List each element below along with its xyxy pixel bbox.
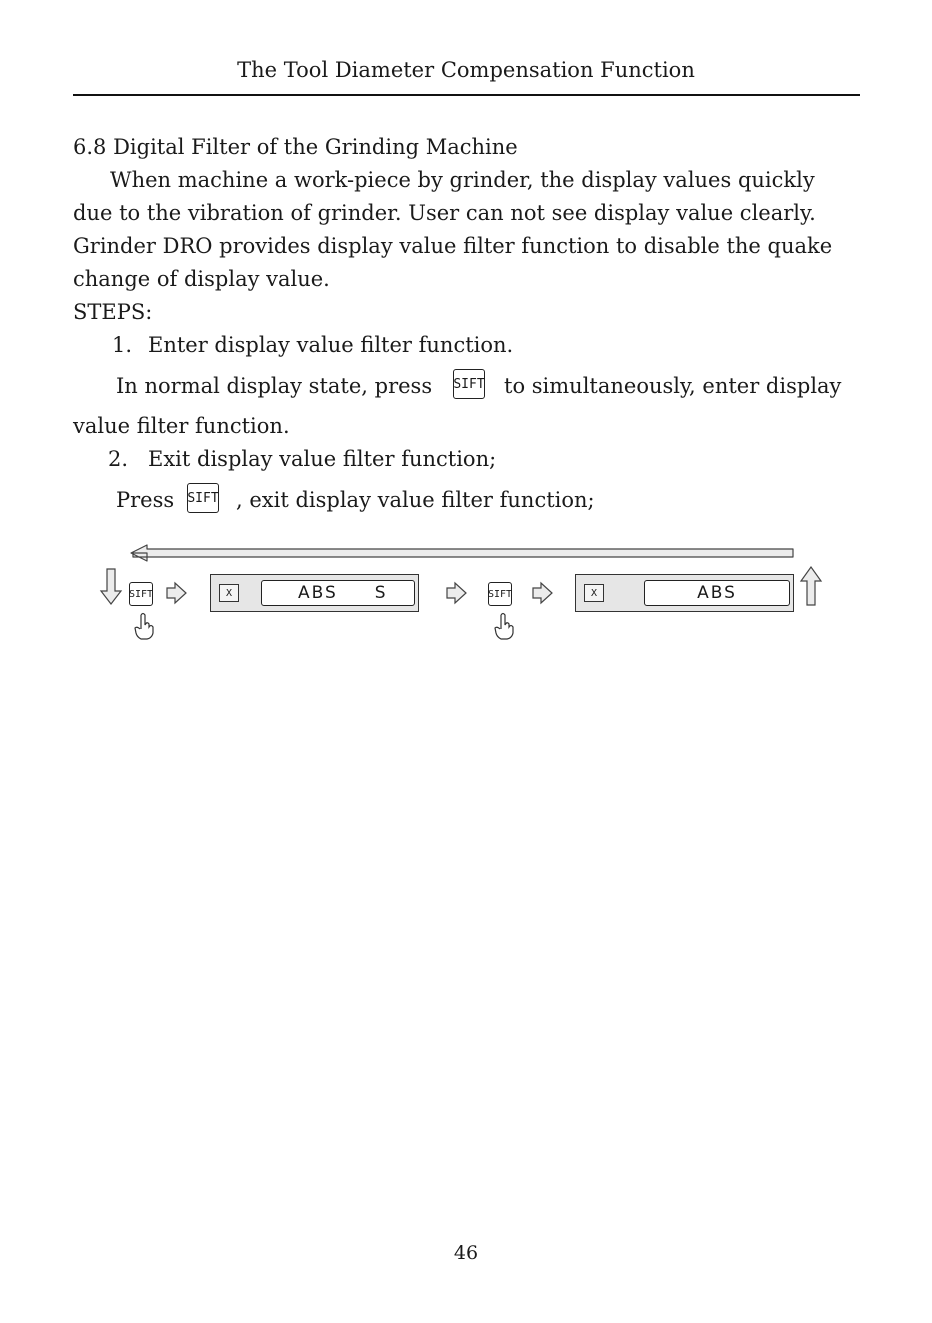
- step-1-text-c: value filter function.: [73, 414, 290, 438]
- step-2-text-a: Press: [116, 488, 175, 512]
- right-arrow-icon: [167, 583, 186, 603]
- step-2-number: 2.: [108, 447, 129, 471]
- intro-line-2: due to the vibration of grinder. User can not see display value clearly.: [73, 201, 816, 225]
- step-1-text-a: In normal display state, press: [116, 374, 433, 398]
- header-title: The Tool Diameter Compensation Function: [237, 58, 695, 82]
- sift-key-icon: SIFT: [129, 582, 153, 606]
- header-divider: [73, 94, 860, 96]
- dro-display-filter-off: [575, 574, 794, 612]
- right-arrow-icon: [533, 583, 552, 603]
- dro-display-filter-on: [210, 574, 419, 612]
- filter-toggle-diagram: [95, 535, 835, 655]
- step-2-title: Exit display value filter function;: [148, 447, 497, 471]
- intro-line-1: When machine a work-piece by grinder, the display values quickly: [110, 168, 815, 192]
- sift-key-icon: SIFT: [488, 582, 512, 606]
- step-1-text-b: to simultaneously, enter display: [504, 374, 842, 398]
- sift-key-icon: SIFT: [187, 483, 219, 513]
- x-axis-key: X: [584, 584, 604, 602]
- step-1-number: 1.: [112, 333, 133, 357]
- right-arrow-icon: [447, 583, 466, 603]
- x-axis-key: X: [219, 584, 239, 602]
- pointing-hand-icon: [495, 614, 513, 640]
- lcd-readout-filter-on: ABS S: [261, 580, 415, 606]
- intro-line-3: Grinder DRO provides display value filter function to disable the quake: [73, 234, 833, 258]
- lcd-readout-filter-off: ABS: [644, 580, 790, 606]
- pointing-hand-icon: [135, 614, 153, 640]
- step-1-title: Enter display value filter function.: [148, 333, 514, 357]
- sift-key-icon: SIFT: [453, 369, 485, 399]
- step-2-text-b: , exit display value filter function;: [236, 488, 595, 512]
- page-number: 46: [453, 1242, 479, 1264]
- steps-label: STEPS:: [73, 300, 153, 324]
- up-arrow-icon: [801, 567, 821, 605]
- intro-line-4: change of display value.: [73, 267, 330, 291]
- down-arrow-icon: [101, 569, 121, 604]
- return-arrow-icon: [131, 545, 793, 561]
- section-heading: 6.8 Digital Filter of the Grinding Machine: [73, 135, 518, 159]
